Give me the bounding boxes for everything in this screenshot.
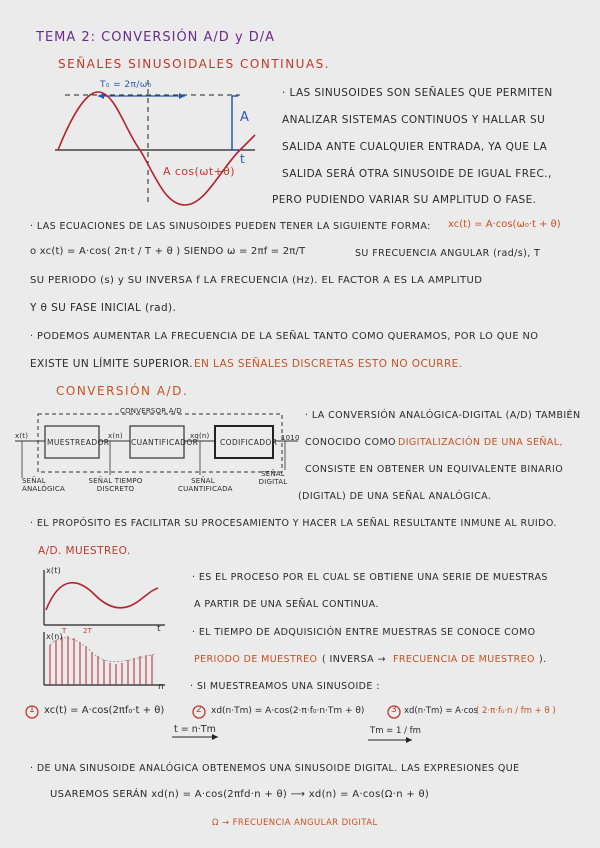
sec2-purpose: · EL PROPÓSITO ES FACILITAR SU PROCESAMIENTO Y HACER LA SEÑAL RESULTANTE INMUNE AL RUIDO. [30, 518, 557, 529]
signal-xt: x(t) [15, 432, 29, 440]
sec2-line-1: · LA CONVERSIÓN ANALÓGICA-DIGITAL (A/D) TAMBIÉN [305, 410, 581, 421]
page-title: TEMA 2: CONVERSIÓN A/D y D/A [36, 30, 276, 45]
diagram-title: CONVERSOR A/D [120, 407, 182, 415]
sec1-line-1: · LAS SINUSOIDES SON SEÑALES QUE PERMITEN [282, 87, 553, 99]
block-codificador-label: CODIFICADOR [220, 438, 278, 447]
final-line-2: USAREMOS SERÁN xd(n) = A·cos(2πfd·n + θ) ⟶ xd(n) = A·cos(Ω·n + θ) [50, 789, 430, 800]
eq-line-1: · LAS ECUACIONES DE LAS SINUSOIDES PUEDEN TENER LA SIGUIENTE FORMA: [30, 221, 431, 232]
p2-line-1: · PODEMOS AUMENTAR LA FRECUENCIA DE LA SEÑAL TANTO COMO QUERAMOS, POR LO QUE NO [30, 331, 539, 342]
sec3-periodo: PERIODO DE MUESTREO [194, 654, 318, 665]
label-xt: x(t) [46, 566, 61, 575]
label-analogica: SEÑAL ANALÓGICA [22, 477, 65, 493]
sec1-line-3: SALIDA ANTE CUALQUIER ENTRADA, YA QUE LA [282, 141, 548, 153]
p2-line-2b: EN LAS SEÑALES DISCRETAS ESTO NO OCURRE. [194, 358, 463, 370]
step-1: 1 [29, 705, 36, 715]
sec3-line-3: · EL TIEMPO DE ADQUISICIÓN ENTRE MUESTRAS SE CONOCE COMO [192, 627, 536, 638]
eq-line-4: Y θ SU FASE INICIAL (rad). [30, 302, 177, 314]
amplitude-label: A [240, 110, 250, 125]
signal-xqn: xq(n) [190, 432, 210, 440]
final-line-1: · DE UNA SINUSOIDE ANALÓGICA OBTENEMOS UNA SINUSOIDE DIGITAL. LAS EXPRESIONES QUE [30, 763, 520, 774]
label-t: t [157, 624, 161, 634]
section-heading-muestreo: A/D. MUESTREO. [38, 545, 131, 557]
sec3-inversa: ( INVERSA → [322, 654, 386, 665]
label-xn: x(n) [46, 632, 63, 641]
label-cuantificada: SEÑAL CUANTIFICADA [178, 477, 233, 493]
eq-step-3b: ( 2·π·f₀·n / fm + θ ) [476, 706, 556, 716]
p2-line-2a: EXISTE UN LÍMITE SUPERIOR. [30, 358, 193, 370]
sec2-line-4: (DIGITAL) DE UNA SEÑAL ANALÓGICA. [298, 491, 492, 502]
eq-step-1-sub: t = n·Tm [174, 724, 216, 735]
section-heading-conversion: CONVERSIÓN A/D. [56, 384, 189, 398]
signal-digital: 1010 [281, 434, 300, 442]
block-cuantificador-label: CUANTIFICADOR [131, 438, 199, 447]
sec1-line-2: ANALIZAR SISTEMAS CONTINUOS Y HALLAR SU [282, 114, 546, 126]
eq-line-2a: o xc(t) = A·cos( 2π·t / T + θ ) SIENDO ω = 2πf = 2π/T [30, 246, 306, 257]
sec2-line-2a: CONOCIDO COMO [305, 437, 396, 448]
eq-line-3: SU PERIODO (s) y SU INVERSA f LA FRECUENCIA (Hz). EL FACTOR A ES LA AMPLITUD [30, 275, 483, 286]
section-heading-sinusoidales: SEÑALES SINUSOIDALES CONTINUAS. [58, 57, 331, 71]
step-3: 3 [391, 705, 398, 715]
block-muestreador-label: MUESTREADOR [47, 438, 110, 447]
eq-line-1-formula: xc(t) = A·cos(ω₀·t + θ) [448, 219, 561, 230]
label-digital: SEÑAL DIGITAL [258, 470, 288, 486]
sec1-line-4: SALIDA SERÁ OTRA SINUSOIDE DE IGUAL FREC., [282, 168, 552, 180]
sec3-close: ). [539, 654, 547, 665]
sec3-line-4: · SI MUESTREAMOS UNA SINUSOIDE : [190, 681, 380, 692]
omega-definition: Ω → FRECUENCIA ANGULAR DIGITAL [212, 818, 378, 828]
curve-label: A cos(ωt+θ) [163, 165, 235, 178]
label-n: n [158, 682, 165, 692]
signal-xn: x(n) [108, 432, 123, 440]
sec3-frecuencia: FRECUENCIA DE MUESTREO [393, 654, 535, 665]
eq-step-3-sub: Tm = 1 / fm [370, 726, 421, 736]
eq-step-3a: xd(n·Tm) = A·cos [404, 706, 478, 716]
step-2: 2 [196, 705, 203, 715]
eq-line-2b: SU FRECUENCIA ANGULAR (rad/s), T [355, 248, 541, 259]
time-axis-label: t [240, 152, 246, 166]
sec1-line-5: PERO PUDIENDO VARIAR SU AMPLITUD O FASE. [272, 194, 537, 206]
period-label: T₀ = 2π/ω₀ [100, 80, 152, 90]
sec3-line-2: A PARTIR DE UNA SEÑAL CONTINUA. [194, 599, 379, 610]
eq-step-2: xd(n·Tm) = A·cos(2·π·f₀·n·Tm + θ) [211, 706, 365, 716]
sec3-line-1: · ES EL PROCESO POR EL CUAL SE OBTIENE UNA SERIE DE MUESTRAS [192, 572, 548, 583]
eq-step-1: xc(t) = A·cos(2πf₀·t + θ) [44, 705, 165, 716]
label-2T: 2T [83, 627, 93, 635]
label-discreto: SEÑAL TIEMPO DISCRETO [88, 477, 143, 493]
sec2-line-2b: DIGITALIZACIÓN DE UNA SEÑAL, [398, 437, 563, 448]
sec2-line-3: CONSISTE EN OBTENER UN EQUIVALENTE BINARIO [305, 464, 564, 475]
label-T: T [62, 627, 67, 635]
